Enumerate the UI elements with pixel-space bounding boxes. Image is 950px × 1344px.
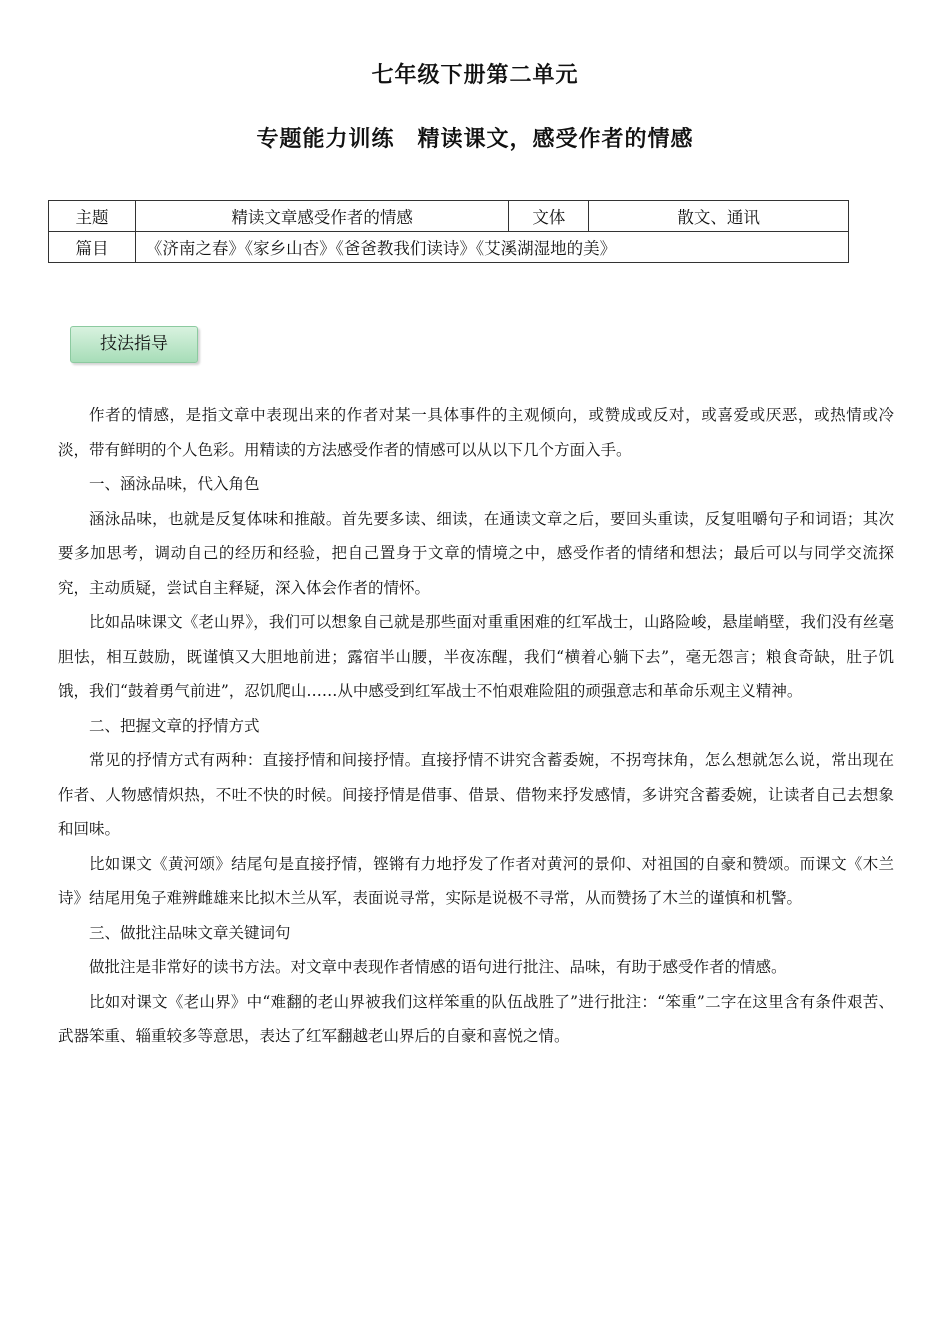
heading-1: 一、涵泳品味，代入角色 bbox=[89, 475, 260, 493]
paragraph: 涵泳品味，也就是反复体味和推敲。首先要多读、细读，在通读文章之后，要回头重读，反复咀嚼句子和词语；其次要多加思考，调动自己的经历和经验，把自己置身于文章的情境之中，感受作者的情绪和想法；最后可以与同学交流探究，主动质疑，尝试自主释疑，深入体会作者的情怀。 bbox=[58, 509, 894, 597]
paragraph: 常见的抒情方式有两种：直接抒情和间接抒情。直接抒情不讲究含蓄委婉，不拐弯抹角，怎么想就怎么说，常出现在作者、人物感情炽热，不吐不快的时候。间接抒情是借事、借景、借物来抒发感情，多讲究含蓄委婉，让读者自己去想象和回味。 bbox=[58, 751, 894, 838]
paragraph: 比如课文《黄河颂》结尾句是直接抒情，铿锵有力地抒发了作者对黄河的景仰、对祖国的自豪和赞颂。而课文《木兰诗》结尾用兔子难辨雌雄来比拟木兰从军，表面说寻常，实际是说极不寻常，从而赞扬了木兰的谨慎和机警。 bbox=[58, 854, 894, 907]
document-title: 七年级下册第二单元 bbox=[371, 62, 579, 88]
articles-value: 《济南之春》《家乡山杏》《爸爸教我们读诗》《艾溪湖湿地的美》 bbox=[135, 232, 848, 263]
paragraph: 比如品味课文《老山界》，我们可以想象自己就是那些面对重重困难的红军战士，山路险峻，悬崖峭壁，我们没有丝毫胆怯，相互鼓励，既谨慎又大胆地前进；露宿半山腰，半夜冻醒，我们“横着心躺下去”，毫无怨言；粮食奇缺，肚子饥饿，我们“鼓着勇气前进”，忍饥爬山……从中感受到红军战士不怕艰难险阻的顽强意志和革命乐观主义精神。 bbox=[58, 613, 894, 700]
genre-label: 文体 bbox=[509, 201, 589, 232]
document-subtitle: 专题能力训练 精读课文，感受作者的情感 bbox=[256, 126, 694, 152]
paragraph: 做批注是非常好的读书方法。对文章中表现作者情感的语句进行批注、品味，有助于感受作者的情感。 bbox=[89, 958, 787, 976]
info-row-articles bbox=[49, 232, 849, 263]
heading-3: 三、做批注品味文章关键词句 bbox=[89, 923, 291, 942]
paragraph-intro: 作者的情感，是指文章中表现出来的作者对某一具体事件的主观倾向，或赞成或反对，或喜爱或厌恶，或热情或冷淡，带有鲜明的个人色彩。用精读的方法感受作者的情感可以从以下几个方面入手。 bbox=[58, 406, 894, 459]
heading-2: 二、把握文章的抒情方式 bbox=[89, 716, 260, 735]
body-text bbox=[58, 398, 894, 1054]
section-badge-technique: 技法指导 bbox=[70, 326, 198, 363]
info-table bbox=[48, 200, 849, 263]
articles-label: 篇目 bbox=[49, 232, 136, 263]
paragraph: 比如对课文《老山界》中“难翻的老山界被我们这样笨重的队伍战胜了”进行批注：“笨重”二字在这里含有条件艰苦、武器笨重、辎重较多等意思，表达了红军翻越老山界后的自豪和喜悦之情。 bbox=[58, 992, 894, 1045]
info-row-theme bbox=[49, 201, 849, 232]
theme-value: 精读文章感受作者的情感 bbox=[135, 201, 508, 232]
genre-value: 散文、通讯 bbox=[589, 201, 849, 232]
theme-label: 主题 bbox=[49, 201, 136, 232]
